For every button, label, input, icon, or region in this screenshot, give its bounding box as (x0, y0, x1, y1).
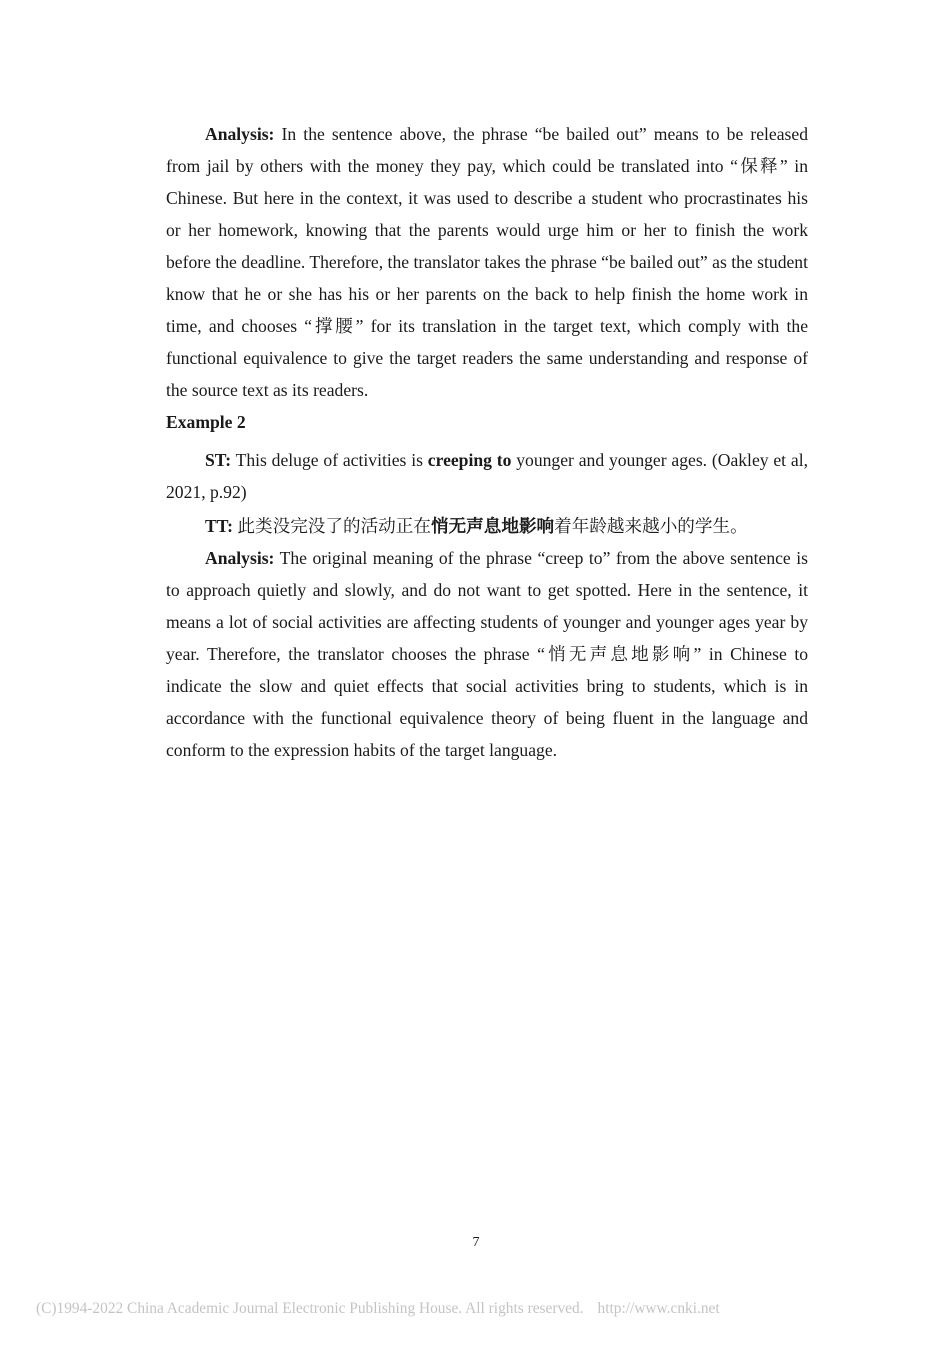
st-text-after: younger and younger ages. (Oakley et al, 2021, p.92) (166, 450, 808, 502)
st-highlight: creeping to (427, 450, 512, 470)
document-body (166, 118, 808, 766)
analysis-text: The original meaning of the phrase “creep to” from the above sentence is to approach quietly and slowly, and do not want to get spotted. Here in the sentence, it means a lot of social activities are affecting students of younger and younger ages year by year. Therefore, the translator chooses the phrase “悄无声息地影响” in Chinese to indicate the slow and quiet effects that social activities bring to students, which is in accordance with the functional equivalence theory of being fluent in the language and conform to the expression habits of the target language. (166, 548, 808, 760)
analysis-paragraph-2 (166, 542, 808, 766)
st-label: ST: (205, 450, 232, 470)
copyright-footer (36, 1299, 916, 1319)
analysis-label: Analysis: (205, 548, 275, 568)
tt-text-before: 此类没完没了的活动正在 (233, 516, 431, 536)
analysis-text: In the sentence above, the phrase “be bailed out” means to be released from jail by others with the money they pay, which could be translated into “保释” in Chinese. But here in the context, it was used to describe a student who procrastinates his or her homework, knowing that the parents would urge him or her to finish the work before the deadline. Therefore, the translator takes the phrase “be bailed out” as the student know that he or she has his or her parents on the back to help finish the home work in time, and chooses “撑腰” for its translation in the target text, which comply with the functional equivalence to give the target readers the same understanding and response of the source text as its readers. (166, 124, 808, 400)
footer-url: http://www.cnki.net (597, 1300, 720, 1317)
analysis-paragraph-1 (166, 118, 808, 406)
tt-highlight: 悄无声息地影响 (430, 516, 555, 536)
st-text-before: This deluge of activities is (231, 450, 428, 470)
tt-label: TT: (205, 516, 234, 536)
copyright-text: (C)1994-2022 China Academic Journal Electronic Publishing House. All rights reserved. (36, 1300, 584, 1317)
analysis-label: Analysis: (205, 124, 275, 144)
tt-text-after: 着年龄越来越小的学生。 (554, 516, 748, 536)
target-text-paragraph (166, 510, 808, 542)
source-text-paragraph (166, 444, 808, 508)
page-number: 7 (472, 1235, 480, 1250)
example-heading: Example 2 (166, 412, 246, 432)
